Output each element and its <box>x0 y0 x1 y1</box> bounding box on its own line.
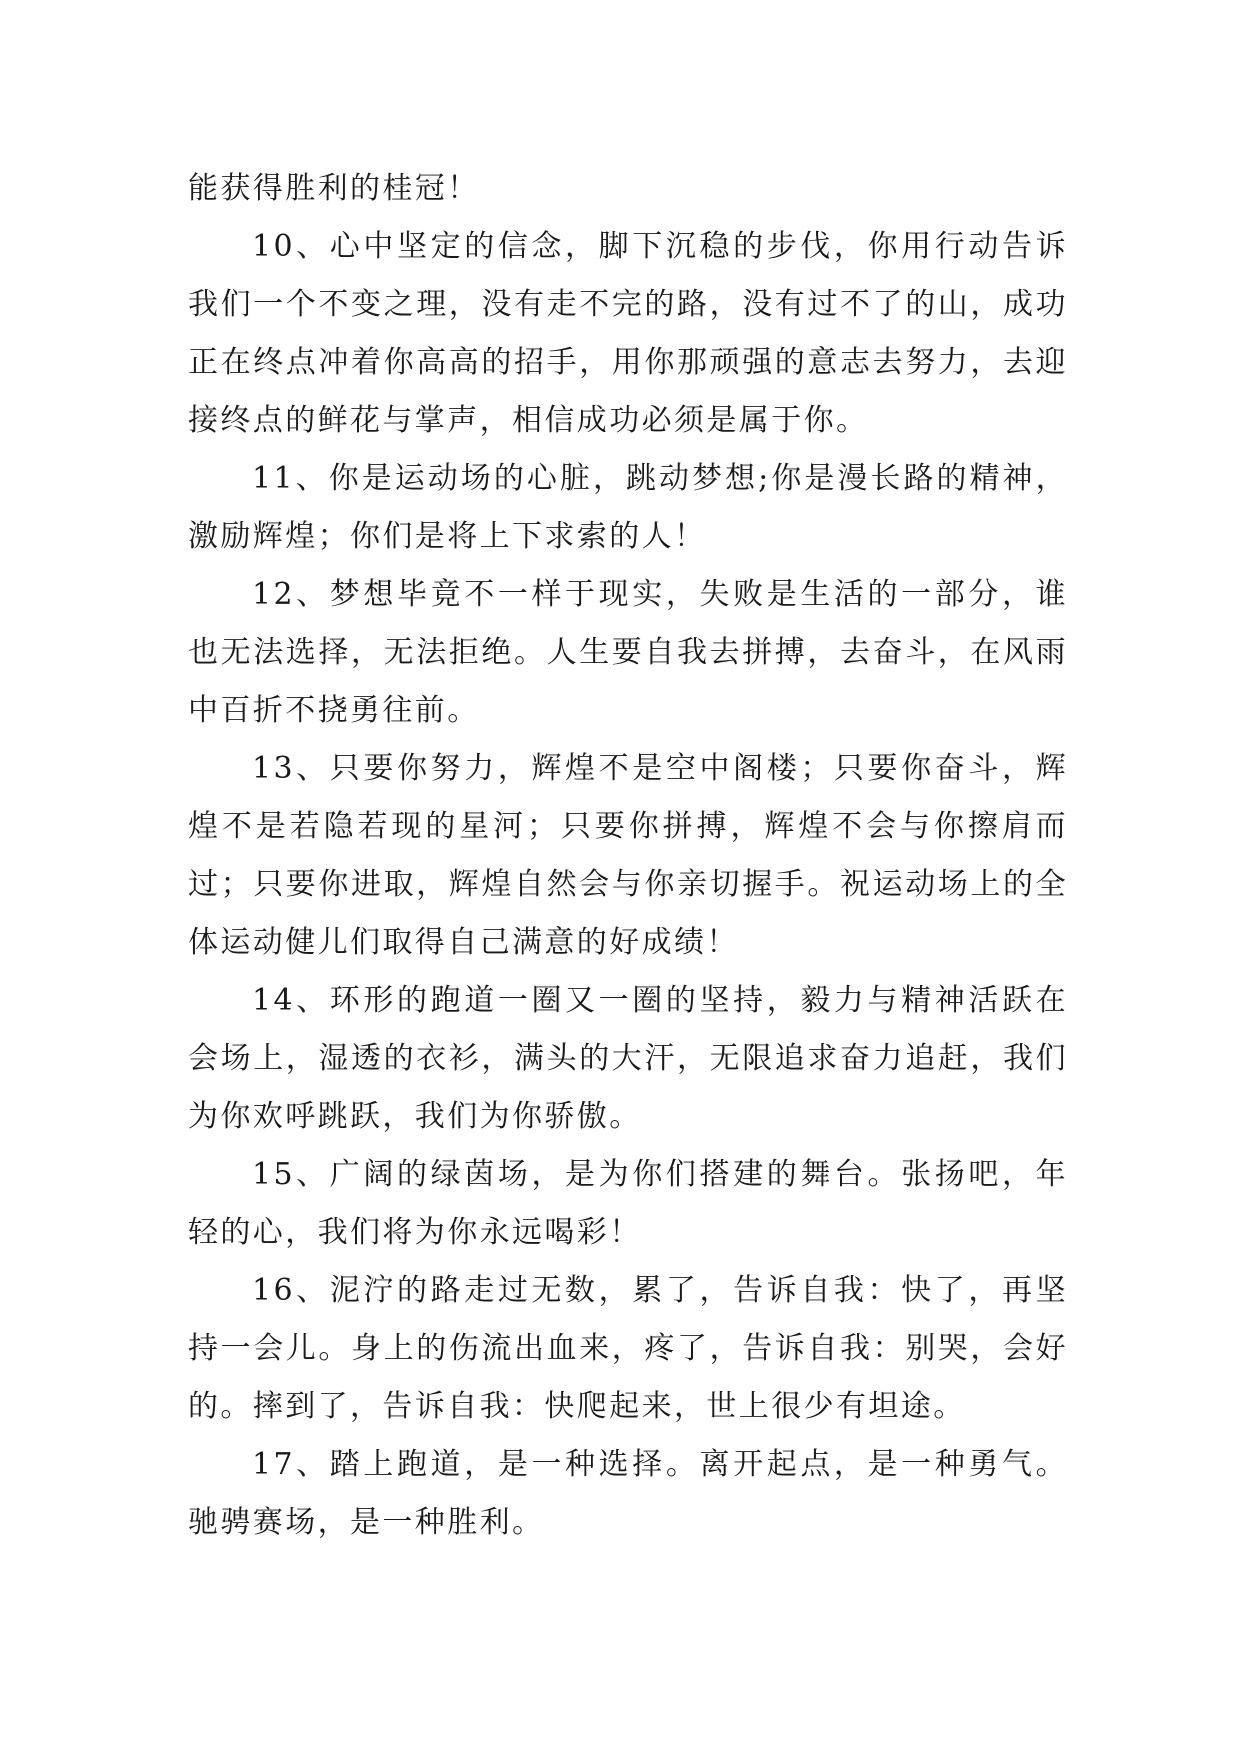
paragraph-10: 10、心中坚定的信念，脚下沉稳的步伐，你用行动告诉我们一个不变之理，没有走不完的路，没有过不了的山，成功正在终点冲着你高高的招手，用你那顽强的意志去努力，去迎接终点的鲜花与掌声，相信成功必须是属于你。 <box>188 229 1068 438</box>
paragraph-14: 14、环形的跑道一圈又一圈的坚持，毅力与精神活跃在会场上，湿透的衣衫，满头的大汗，无限追求奋力追赶，我们为你欢呼跳跃，我们为你骄傲。 <box>188 983 1068 1134</box>
paragraph-15: 15、广阔的绿茵场，是为你们搭建的舞台。张扬吧，年轻的心，我们将为你永远喝彩！ <box>188 1157 1068 1250</box>
document-body <box>188 160 1068 1552</box>
paragraph-17: 17、踏上跑道，是一种选择。离开起点，是一种勇气。驰骋赛场，是一种胜利。 <box>188 1447 1068 1540</box>
paragraph-continuation: 能获得胜利的桂冠！ <box>188 171 480 206</box>
paragraph-11: 11、你是运动场的心脏，跳动梦想;你是漫长路的精神，激励辉煌；你们是将上下求索的人！ <box>188 461 1068 554</box>
paragraph-16: 16、泥泞的路走过无数，累了，告诉自我：快了，再坚持一会儿。身上的伤流出血来，疼了，告诉自我：别哭，会好的。摔到了，告诉自我：快爬起来，世上很少有坦途。 <box>188 1273 1068 1424</box>
paragraph-12: 12、梦想毕竟不一样于现实，失败是生活的一部分，谁也无法选择，无法拒绝。人生要自我去拼搏，去奋斗，在风雨中百折不挠勇往前。 <box>188 577 1068 728</box>
paragraph-13: 13、只要你努力，辉煌不是空中阁楼；只要你奋斗，辉煌不是若隐若现的星河；只要你拼搏，辉煌不会与你擦肩而过；只要你进取，辉煌自然会与你亲切握手。祝运动场上的全体运动健儿们取得自己满意的好成绩！ <box>188 751 1068 960</box>
